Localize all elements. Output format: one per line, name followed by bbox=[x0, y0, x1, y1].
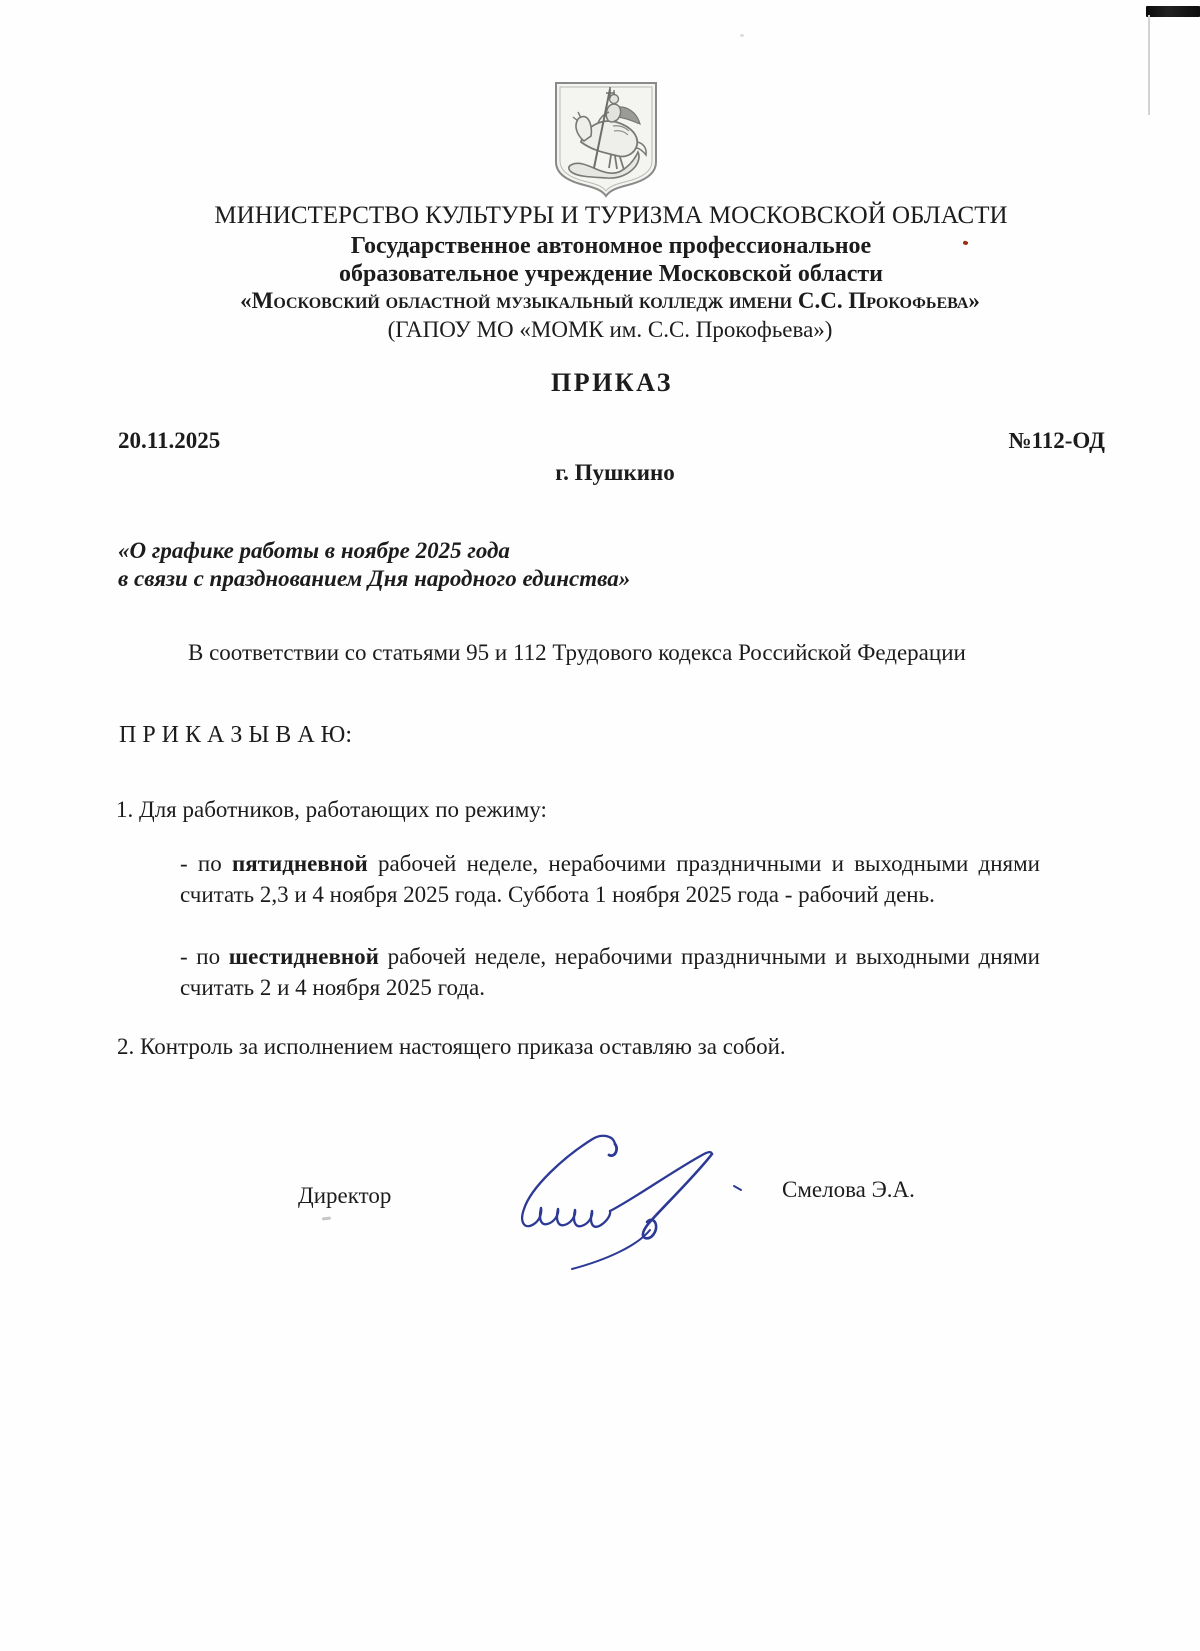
order-subject bbox=[118, 537, 630, 593]
subject-line1: «О графике работы в ноябре 2025 года bbox=[118, 538, 510, 563]
order-item-2: 2. Контроль за исполнением настоящего приказа оставляю за собой. bbox=[117, 1034, 786, 1059]
handwritten-signature bbox=[500, 1130, 760, 1280]
order-city: г. Пушкино bbox=[555, 460, 675, 485]
bullet2-rest: рабочей неделе, нерабочими праздничными и выходными днями считать 2 и 4 ноября 2025 года. bbox=[180, 944, 1040, 1000]
subject-line2: в связи с празднованием Дня народного единства» bbox=[118, 566, 631, 591]
order-item-1-bullet-2 bbox=[180, 941, 1040, 1003]
coat-of-arms-moscow-oblast-icon bbox=[551, 80, 661, 198]
order-item-1-bullet-1 bbox=[180, 848, 1040, 910]
scan-artifact-edge-line bbox=[1148, 15, 1150, 115]
scan-artifact-dot bbox=[740, 34, 744, 37]
bullet2-prefix: - по bbox=[180, 944, 229, 969]
bullet1-prefix: - по bbox=[180, 851, 232, 876]
ministry-name: МИНИСТЕРСТВО КУЛЬТУРЫ И ТУРИЗМА МОСКОВСКОЙ ОБЛАСТИ bbox=[214, 202, 1008, 229]
bullet1-rest: рабочей неделе, нерабочими праздничными и выходными днями считать 2,3 и 4 ноября 2025 года. Суббота 1 ноября 2025 года - рабочий день. bbox=[180, 851, 1040, 907]
order-item-1: 1. Для работников, работающих по режиму: bbox=[116, 797, 547, 822]
organization-line1: Государственное автономное профессиональное bbox=[350, 233, 872, 259]
bullet2-bold-term: шестидневной bbox=[228, 944, 379, 969]
decree-word: П Р И К А З Ы В А Ю: bbox=[119, 722, 352, 748]
bullet1-bold-term: пятидневной bbox=[231, 851, 368, 876]
signer-position: Директор bbox=[298, 1183, 392, 1208]
order-title: ПРИКАЗ bbox=[550, 368, 674, 397]
college-full-name: «Московский областной музыкальный колледж имени С.С. Прокофьева» bbox=[240, 288, 980, 313]
college-short-name: (ГАПОУ МО «МОМК им. С.С. Прокофьева») bbox=[387, 317, 833, 342]
order-preamble: В соответствии со статьями 95 и 112 Трудового кодекса Российской Федерации bbox=[188, 640, 966, 665]
date-number-row bbox=[118, 428, 1105, 454]
organization-line2: образовательное учреждение Московской области bbox=[339, 261, 883, 287]
signer-name: Смелова Э.А. bbox=[782, 1177, 915, 1202]
scan-artifact-top-bar bbox=[1146, 6, 1200, 17]
scan-artifact-dash bbox=[322, 1216, 331, 1220]
order-number: №112-ОД bbox=[1008, 428, 1105, 453]
order-date: 20.11.2025 bbox=[118, 428, 221, 453]
